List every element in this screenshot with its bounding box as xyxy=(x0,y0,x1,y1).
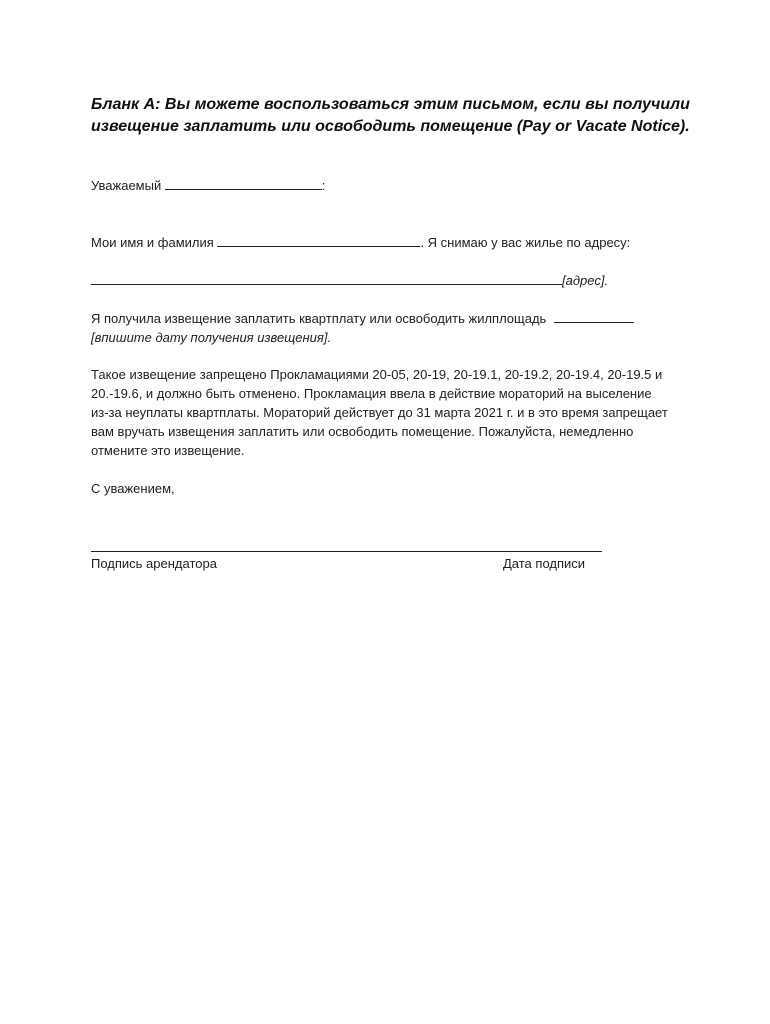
greeting-suffix: : xyxy=(321,178,326,193)
name-line xyxy=(91,233,630,252)
notice-date-blank[interactable] xyxy=(554,309,634,323)
greeting-label: Уважаемый xyxy=(91,178,162,193)
form-title: Бланк A: Вы можете воспользоваться этим письмом, если вы получили извещение заплатить или освободить помещение (Pay or Vacate Notice). xyxy=(91,96,690,135)
signature-label: Подпись арендатора xyxy=(91,556,217,571)
rent-text: . Я снимаю у вас жилье по адресу: xyxy=(420,235,631,250)
notice-received-paragraph xyxy=(91,309,681,347)
address-blank[interactable] xyxy=(91,271,562,285)
greeting-line xyxy=(91,176,325,195)
address-line xyxy=(91,271,608,290)
notice-date-hint: [впишите дату получения извещения]. xyxy=(91,330,332,345)
tenant-name-blank[interactable] xyxy=(217,233,420,247)
name-label: Мои имя и фамилия xyxy=(91,235,214,250)
notice-received-text: Я получила извещение заплатить квартплату или освободить жилплощадь xyxy=(91,311,547,326)
date-label: Дата подписи xyxy=(503,556,586,571)
signature-line[interactable] xyxy=(91,551,602,552)
body-paragraph: Такое извещение запрещено Прокламациями 20-05, 20-19, 20-19.1, 20-19.2, 20-19.4, 20-19.5 и 20.-19.6, и должно быть отменено. Прокламация ввела в действие мораторий на выселение из-за неуплаты квартплаты. Мораторий действует до 31 марта 2021 г. и в это время запрещает вам вручать извещения заплатить или освободить помещение. Пожалуйста, немедленно отмените это извещение. xyxy=(91,367,668,458)
address-hint: [адрес]. xyxy=(562,273,609,288)
closing: С уважением, xyxy=(91,481,175,496)
landlord-name-blank[interactable] xyxy=(165,176,322,190)
